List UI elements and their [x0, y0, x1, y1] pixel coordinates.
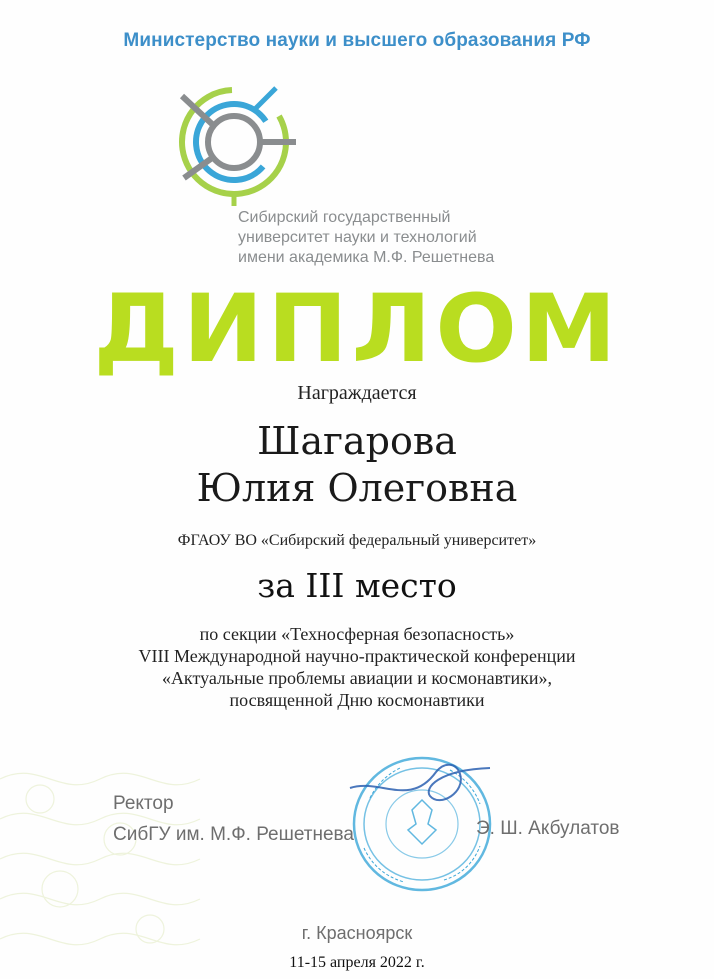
recipient-surname: Шагарова: [257, 419, 457, 463]
university-line: университет науки и технологий: [238, 229, 477, 246]
awarded-label: Награждается: [297, 382, 417, 404]
diploma-title: ДИПЛОМ: [93, 275, 621, 384]
recipient-given-names: Юлия Олеговна: [196, 466, 518, 510]
ministry-header: Министерство науки и высшего образования РФ: [123, 30, 591, 51]
award-place: за III место: [257, 566, 457, 605]
university-logo-icon: [168, 78, 308, 208]
recipient-name: [0, 418, 714, 512]
award-description: [0, 623, 714, 711]
description-line: по секции «Техносферная безопасность»: [199, 624, 515, 644]
signatory-name: Э. Ш. Акбулатов: [476, 818, 620, 839]
university-line: Сибирский государственный: [238, 209, 451, 226]
date-label: 11-15 апреля 2022 г.: [289, 954, 425, 971]
signatory-institution: СибГУ им. М.Ф. Решетнева: [113, 824, 354, 845]
recipient-organization: ФГАОУ ВО «Сибирский федеральный университет»: [177, 532, 537, 549]
description-line: посвященной Дню космонавтики: [229, 690, 485, 710]
city-label: г. Красноярск: [301, 923, 413, 943]
university-line: имени академика М.Ф. Решетнева: [238, 249, 495, 266]
signatory-position: Ректор: [113, 793, 174, 814]
description-line: «Актуальные проблемы авиации и космонавтики»,: [161, 668, 553, 688]
university-name: [238, 208, 568, 268]
signatory-title: [113, 788, 354, 850]
description-line: VIII Международной научно-практической конференции: [138, 646, 576, 666]
